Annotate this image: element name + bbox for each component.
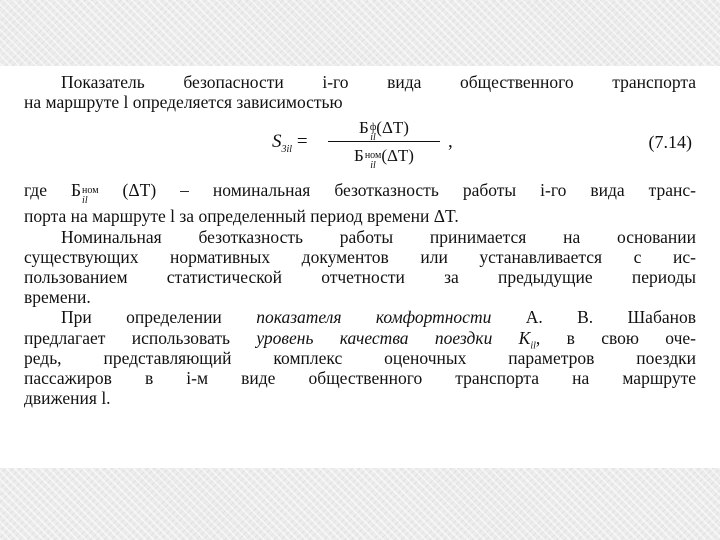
paragraph-2-line-2: порта на маршруте l за определенный период времени ΔT.: [24, 206, 459, 227]
paragraph-1-line-1: Показатель безопасности i-го вида общественного транспорта: [61, 72, 696, 92]
paragraph-3-line-4: времени.: [24, 287, 91, 308]
formula-lhs: $S_{3il}$ =: [272, 131, 308, 156]
text-block: [24, 72, 696, 408]
paragraph-2-line-1: где Б ном il (ΔT) – номинальная безотказность работы i-го вида транс-: [24, 180, 697, 207]
paragraph-4-line-1: При определении показателя комфортности А. В. Шабанов: [61, 307, 696, 328]
paragraph-4-line-3: редь, представляющий комплекс оценочных параметров поездки: [24, 347, 696, 368]
formula-number: (7.14): [648, 132, 692, 153]
formula-fraction: [326, 114, 442, 172]
paragraph-4-line-5: движения l.: [24, 388, 111, 409]
formula-7-14: [24, 114, 696, 174]
paragraph-4-line-2: предлагает использовать уровень качества поездки $K_{il}$, в свою оче-: [24, 327, 696, 352]
paragraph-3-line-2: существующих нормативных документов или устанавливается с ис-: [24, 246, 696, 267]
formula-comma: ,: [448, 131, 453, 153]
paragraph-1-line-2: на маршруте l определяется зависимостью: [24, 92, 343, 113]
formula-denominator: Б ном il (ΔT): [354, 146, 414, 172]
paragraph-3-line-1: Номинальная безотказность работы принимается на основании: [61, 226, 696, 247]
formula-numerator: Б ф il (ΔT): [359, 118, 409, 144]
document-page: [0, 66, 720, 468]
paragraph-4-line-4: пассажиров в i-м виде общественного транспорта на маршруте: [24, 368, 696, 389]
paragraph-3-line-3: пользованием статистической отчетности за предыдущие периоды: [24, 267, 696, 288]
